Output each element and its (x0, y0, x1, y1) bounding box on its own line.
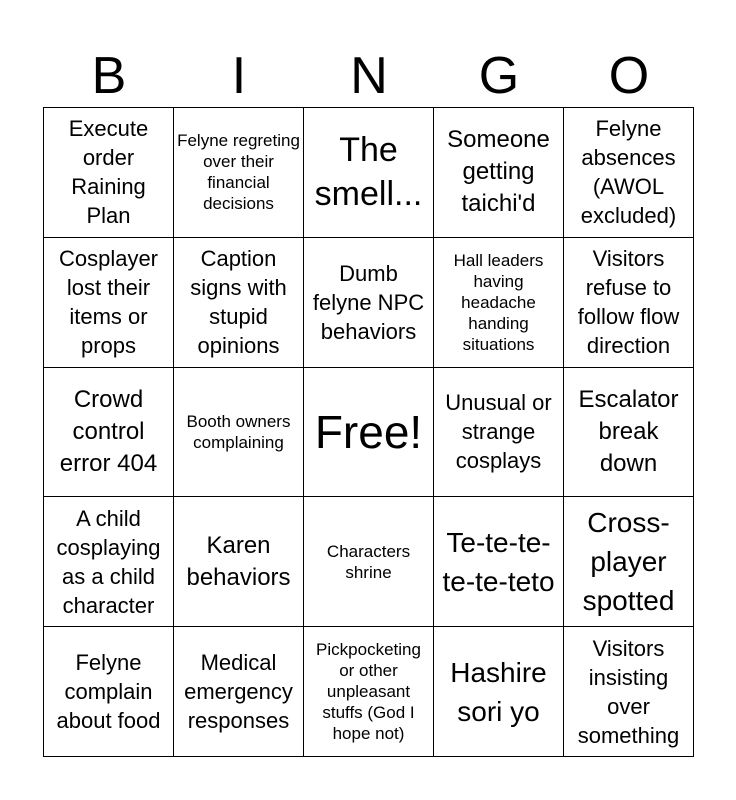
header-letter-i: I (231, 47, 247, 105)
header-letter-o: O (608, 47, 650, 105)
free-space[interactable]: Free! (304, 368, 434, 498)
bingo-cell[interactable]: Execute order Raining Plan (44, 108, 174, 238)
bingo-cell[interactable]: Caption signs with stupid opinions (174, 238, 304, 368)
bingo-cell[interactable]: Visitors insisting over something (564, 627, 694, 757)
bingo-cell[interactable]: Medical emergency responses (174, 627, 304, 757)
bingo-cell[interactable]: Te-te-te-te-te-teto (434, 497, 564, 627)
bingo-cell[interactable]: Dumb felyne NPC behaviors (304, 238, 434, 368)
bingo-cell[interactable]: Characters shrine (304, 497, 434, 627)
bingo-board (43, 107, 694, 757)
bingo-cell[interactable]: Felyne absences (AWOL excluded) (564, 108, 694, 238)
bingo-cell[interactable]: Hashire sori yo (434, 627, 564, 757)
bingo-cell[interactable]: Crowd control error 404 (44, 368, 174, 498)
header-letter-b: B (91, 47, 127, 105)
bingo-cell[interactable]: Cosplayer lost their items or props (44, 238, 174, 368)
header-letter-n: N (350, 47, 388, 105)
bingo-cell[interactable]: Booth owners complaining (174, 368, 304, 498)
bingo-cell[interactable]: Someone getting taichi'd (434, 108, 564, 238)
bingo-cell[interactable]: The smell... (304, 108, 434, 238)
header-letter-g: G (478, 47, 520, 105)
bingo-cell[interactable]: Pickpocketing or other unpleasant stuffs (God I hope not) (304, 627, 434, 757)
bingo-cell[interactable]: Hall leaders having headache handing situations (434, 238, 564, 368)
bingo-cell[interactable]: Felyne regreting over their financial decisions (174, 108, 304, 238)
bingo-cell[interactable]: Karen behaviors (174, 497, 304, 627)
bingo-cell[interactable]: Cross-player spotted (564, 497, 694, 627)
bingo-cell[interactable]: Visitors refuse to follow flow direction (564, 238, 694, 368)
bingo-cell[interactable]: Felyne complain about food (44, 627, 174, 757)
bingo-header (44, 44, 694, 108)
bingo-cell[interactable]: Escalator break down (564, 368, 694, 498)
bingo-cell[interactable]: A child cosplaying as a child character (44, 497, 174, 627)
bingo-cell[interactable]: Unusual or strange cosplays (434, 368, 564, 498)
